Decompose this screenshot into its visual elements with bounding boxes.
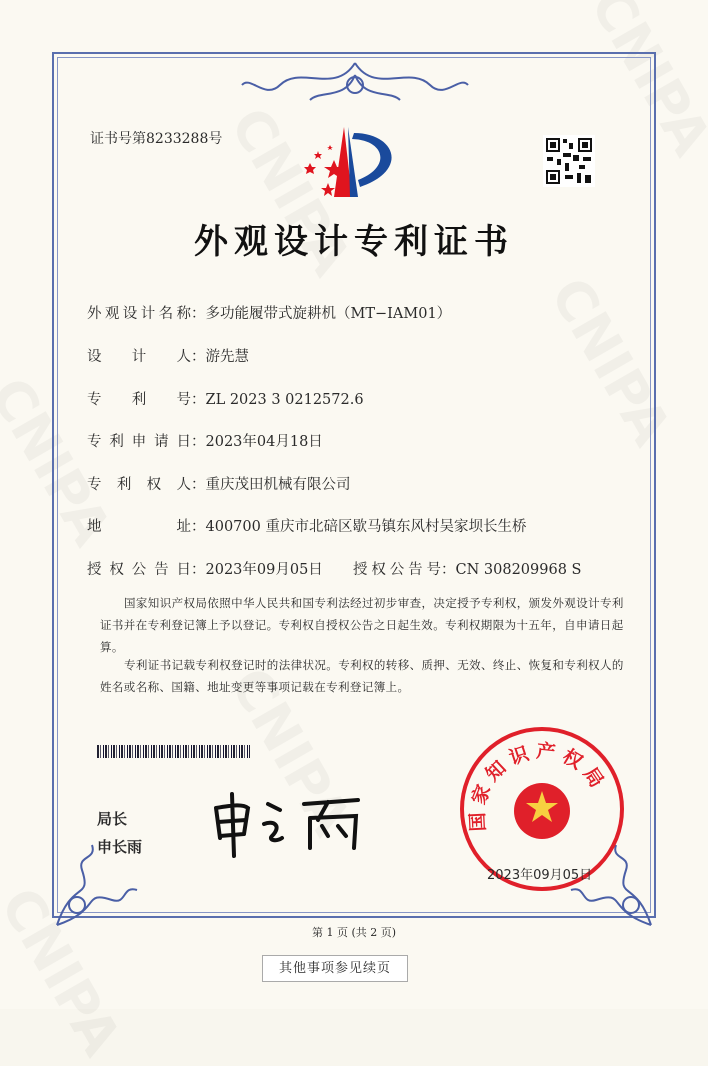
field-design-name: 外观设计名称：多功能履带式旋耕机（MT−IAM01） [87, 306, 452, 322]
seal-text: 国家知识产权局 [466, 739, 612, 832]
field-designer: 设计人：游先慧 [87, 349, 249, 365]
continuation-note: 其他事项参见续页 [262, 955, 408, 982]
signature [208, 790, 368, 860]
signatory-title: 局长 [97, 810, 128, 828]
statement-paragraph-1: 国家知识产权局依照中华人民共和国专利法经过初步审查，决定授予专利权，颁发外观设计专利证书并在专利登记簿上予以登记。专利权自授权公告之日起生效。专利权期限为十五年，自申请日起算。 [100, 596, 624, 654]
field-patentee: 专利权人：重庆茂田机械有限公司 [87, 477, 351, 493]
top-ornament [240, 55, 470, 110]
field-grant-date: 授权公告日：2023年09月05日 [87, 562, 323, 578]
signatory-name: 申长雨 [97, 838, 143, 856]
field-publication-number: 授权公告号：CN 308209968 S [353, 562, 582, 578]
field-patent-number: 专利号：ZL 2023 3 0212572.6 [87, 392, 364, 408]
cnipa-logo [300, 125, 410, 200]
field-address: 地址：400700 重庆市北碚区歇马镇东风村吴家坝长生桥 [87, 519, 527, 535]
field-application-date: 专利申请日：2023年04月18日 [87, 434, 323, 450]
statement-paragraph-2: 专利证书记载专利权登记时的法律状况。专利权的转移、质押、无效、终止、恢复和专利权人的姓名或名称、国籍、地址变更等事项记载在专利登记簿上。 [100, 658, 624, 694]
barcode [97, 745, 250, 758]
certificate-number: 证书号第8233288号 [90, 131, 223, 147]
page-info: 第 1 页 (共 2 页) [311, 926, 397, 939]
document-title: 外观设计专利证书 [194, 222, 514, 262]
qr-code [543, 135, 595, 187]
seal-date: 2023年09月05日 [487, 868, 593, 883]
